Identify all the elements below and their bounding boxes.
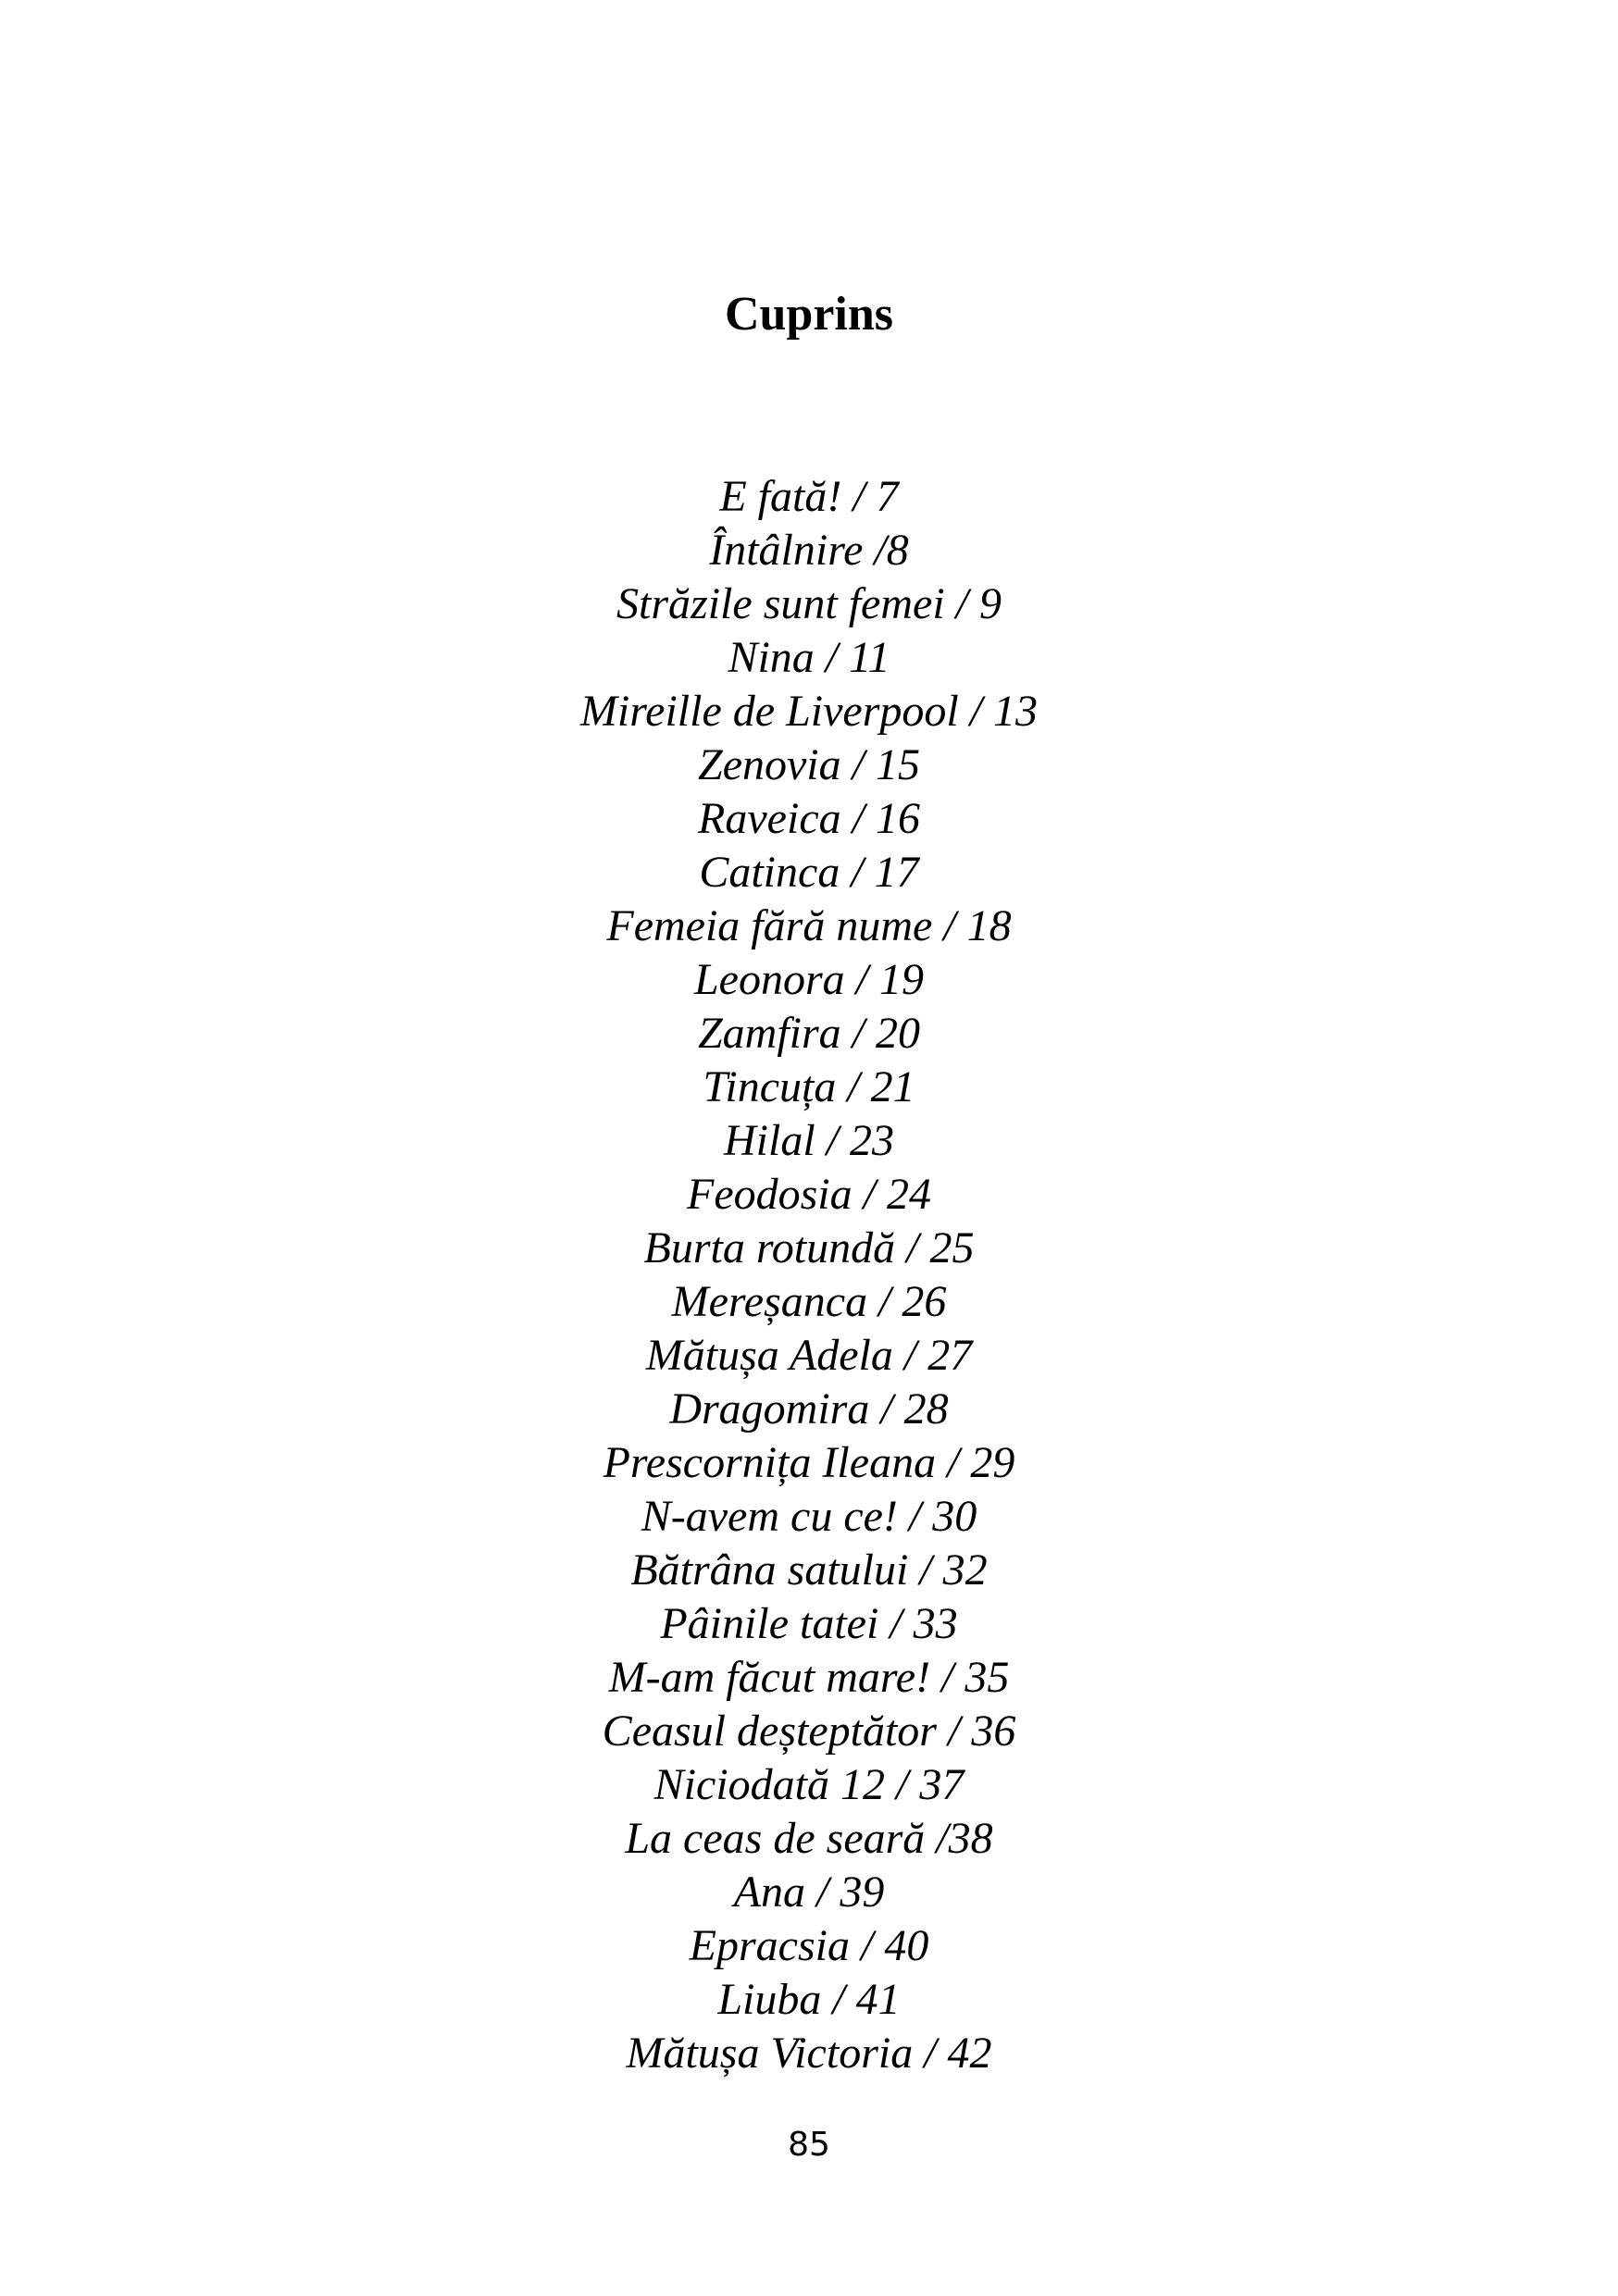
toc-entry: Feodosia / 24 [687,1170,931,1219]
toc-entry: Hilal / 23 [723,1116,894,1165]
toc-entry: Catinca / 17 [699,848,919,897]
toc-entry: M-am făcut mare! / 35 [608,1653,1010,1702]
toc-entry: Liuba / 41 [717,1975,901,2024]
toc-entry: Tincuța / 21 [703,1062,915,1111]
toc-entry: Ceasul deșteptător / 36 [602,1706,1016,1756]
toc-entry: Burta rotundă / 25 [643,1223,975,1272]
toc-entry: Bătrâna satului / 32 [630,1545,988,1595]
toc-entry: Mireille de Liverpool / 13 [579,687,1039,736]
toc-entry: N-avem cu ce! / 30 [641,1492,977,1541]
toc-entry: Pâinile tatei / 33 [660,1599,958,1648]
toc-entry: Nina / 11 [728,633,890,682]
toc-entry: Zamfira / 20 [697,1009,921,1058]
toc-entry: Mereșanca / 26 [671,1277,947,1326]
toc-entry: Mătușa Victoria / 42 [626,2029,992,2078]
toc-entry: La ceas de seară /38 [625,1814,993,1863]
toc-entry: Leonora / 19 [693,955,924,1004]
page-number: 85 [788,2126,830,2164]
toc-entry: Întâlnire /8 [709,526,909,575]
toc-entry: Epracsia / 40 [689,1921,929,1970]
toc-entry: Mătușa Adela / 27 [645,1331,973,1380]
toc-entry: E fată! / 7 [719,472,899,521]
table-of-contents [0,470,1618,2080]
toc-entry: Niciodată 12 / 37 [653,1760,965,1809]
page-title: Cuprins [724,288,894,341]
toc-entry: Ana / 39 [733,1868,885,1917]
toc-entry: Dragomira / 28 [669,1384,949,1433]
toc-entry: Raveica / 16 [698,794,920,843]
toc-entry: Prescornița Ileana / 29 [603,1438,1015,1487]
toc-entry: Femeia fără nume / 18 [606,901,1012,950]
toc-entry: Străzile sunt femei / 9 [616,579,1002,628]
toc-entry: Zenovia / 15 [698,740,920,789]
